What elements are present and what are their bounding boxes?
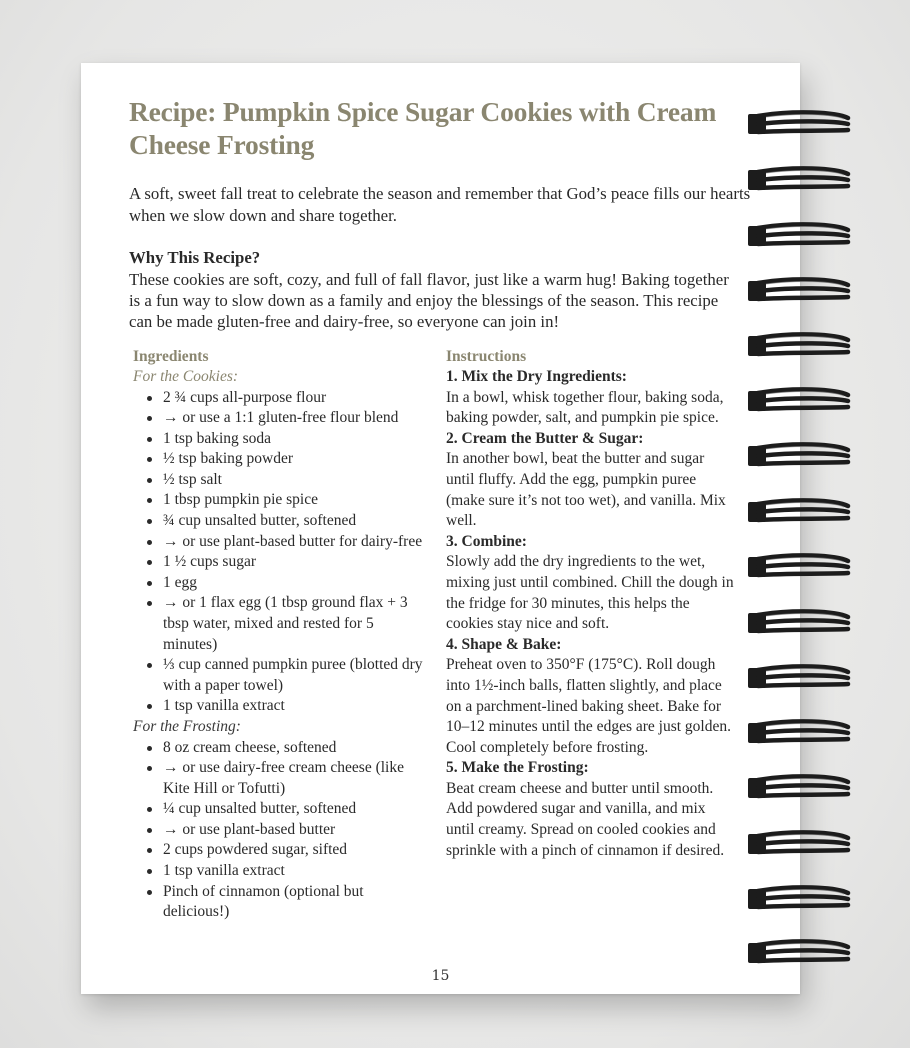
spiral-ring	[744, 216, 854, 256]
recipe-header	[129, 95, 754, 332]
ingredient-item: ¼ cup unsalted butter, softened	[163, 799, 423, 820]
frosting-subheading: For the Frosting:	[133, 718, 241, 735]
cookies-subheading: For the Cookies:	[133, 368, 239, 385]
instructions-heading: Instructions	[446, 348, 527, 365]
step-text: In a bowl, whisk together flour, baking soda, baking powder, salt, and pumpkin pie spice.	[446, 388, 724, 427]
why-heading: Why This Recipe?	[129, 248, 261, 267]
ingredient-item: 1 tbsp pumpkin pie spice	[163, 490, 423, 511]
ingredient-item: 2 cups powdered sugar, sifted	[163, 840, 423, 861]
frosting-ingredient-list	[133, 738, 423, 923]
ingredient-item: ¾ cup unsalted butter, softened	[163, 511, 423, 532]
step-text: Preheat oven to 350°F (175°C). Roll dough into 1½-inch balls, flatten slightly, and place on a parchment-lined baking sheet. Bake for 10–12 minutes until the edges are just golden. Cool completely before frosting.	[446, 656, 731, 756]
ingredient-item: Pinch of cinnamon (optional but delicious!)	[163, 882, 423, 923]
spiral-ring	[744, 603, 854, 643]
spiral-ring	[744, 104, 854, 144]
cookies-ingredient-list	[133, 388, 423, 718]
spiral-ring	[744, 933, 854, 973]
recipe-intro: A soft, sweet fall treat to celebrate the season and remember that God’s peace fills our hearts when we slow down and share together.	[129, 184, 751, 225]
spiral-ring	[744, 381, 854, 421]
ingredient-item: 2 ¾ cups all-purpose flour	[163, 388, 423, 409]
ingredients-column	[133, 347, 423, 923]
page-number: 15	[431, 968, 450, 984]
spiral-ring	[744, 658, 854, 698]
spiral-ring	[744, 271, 854, 311]
spiral-ring	[744, 547, 854, 587]
ingredient-item: ½ tsp baking powder	[163, 449, 423, 470]
step-title: 2. Cream the Butter & Sugar:	[446, 429, 644, 447]
instructions-column	[446, 347, 736, 861]
ingredient-item: 1 tsp vanilla extract	[163, 861, 423, 882]
ingredient-item: 1 egg	[163, 573, 423, 594]
ingredient-item: 8 oz cream cheese, softened	[163, 738, 423, 759]
ingredient-item: 1 ½ cups sugar	[163, 552, 423, 573]
spiral-ring	[744, 492, 854, 532]
spiral-ring	[744, 713, 854, 753]
ingredient-item: 1 tsp baking soda	[163, 429, 423, 450]
step-text: In another bowl, beat the butter and sugar until fluffy. Add the egg, pumpkin puree (make sure it’s not too wet), and vanilla. Mix well.	[446, 450, 726, 530]
step-text: Slowly add the dry ingredients to the wet, mixing just until combined. Chill the dough in the fridge for 30 minutes, this helps the cookies stay nice and soft.	[446, 553, 734, 633]
instruction-steps	[446, 367, 736, 861]
ingredient-item: → or use dairy-free cream cheese (like Kite Hill or Tofutti)	[163, 758, 423, 799]
ingredient-item: ½ tsp salt	[163, 470, 423, 491]
step-text: Beat cream cheese and butter until smooth. Add powdered sugar and vanilla, and mix until creamy. Spread on cooled cookies and sprinkle with a pinch of cinnamon if desired.	[446, 779, 725, 859]
spiral-ring	[744, 824, 854, 864]
ingredient-item: → or use a 1:1 gluten-free flour blend	[163, 408, 423, 429]
recipe-title: Recipe: Pumpkin Spice Sugar Cookies with Cream Cheese Frosting	[129, 96, 717, 160]
ingredient-item: → or use plant-based butter for dairy-free	[163, 532, 423, 553]
ingredient-item: → or use plant-based butter	[163, 820, 423, 841]
ingredient-item: 1 tsp vanilla extract	[163, 696, 423, 717]
step-title: 4. Shape & Bake:	[446, 635, 562, 653]
spiral-ring	[744, 436, 854, 476]
step-title: 1. Mix the Dry Ingredients:	[446, 368, 627, 385]
ingredient-item: → or 1 flax egg (1 tbsp ground flax + 3 tbsp water, mixed and rested for 5 minutes)	[163, 593, 423, 655]
spiral-ring	[744, 879, 854, 919]
spiral-ring	[744, 768, 854, 808]
step-title: 3. Combine:	[446, 532, 527, 550]
spiral-ring	[744, 160, 854, 200]
why-text: These cookies are soft, cozy, and full of fall flavor, just like a warm hug! Baking together is a fun way to slow down as a family and enjoy the blessings of the season. This recipe can be made gluten-free and dairy-free, so everyone can join in!	[129, 270, 729, 331]
ingredient-item: ⅓ cup canned pumpkin puree (blotted dry with a paper towel)	[163, 655, 423, 696]
ingredients-heading: Ingredients	[133, 348, 209, 365]
step-title: 5. Make the Frosting:	[446, 759, 589, 777]
spiral-ring	[744, 326, 854, 366]
